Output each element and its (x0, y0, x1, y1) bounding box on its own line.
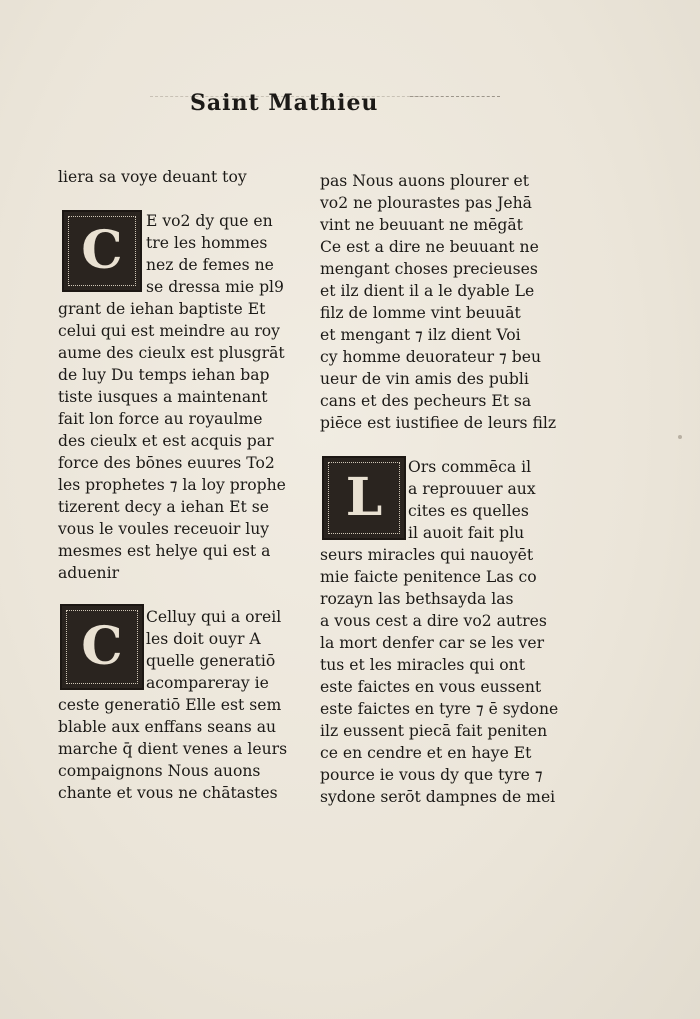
text-line: aduenir (58, 564, 120, 582)
text-line: celui qui est meindre au roy (58, 322, 280, 340)
text-line: E vo2 dy que en (146, 212, 273, 230)
blank-line (320, 434, 550, 456)
text-line: mengant choses precieuses (320, 260, 538, 278)
text-line: mie faicte penitence Las co (320, 568, 537, 586)
blank-line (58, 188, 288, 210)
text-line: grant de iehan baptiste Et (58, 300, 266, 318)
text-line: vous le voules receuoir luy (58, 520, 270, 538)
text-line: de luy Du temps iehan bap (58, 366, 270, 384)
text-line: este faictes en vous eussent (320, 678, 542, 696)
text-line: nez de femes ne (146, 256, 274, 274)
text-line: marche q̄ dient venes a leurs (58, 740, 288, 758)
text-line: mesmes est helye qui est a (58, 542, 271, 560)
text-line: liera sa voye deuant toy (58, 168, 247, 186)
paper-speck (678, 435, 682, 439)
text-line: acompareray ie (146, 674, 269, 692)
text-line: il auoit fait plu (408, 524, 525, 542)
text-line: cites es quelles (408, 502, 529, 520)
text-line: se dressa mie pl9 (146, 278, 284, 296)
text-line: les prophetes ⁊ la loy prophe (58, 476, 286, 494)
text-line: este faictes en tyre ⁊ ē sydone (320, 700, 559, 718)
initial-letter: L (345, 467, 383, 528)
text-line: a vous cest a dire vo2 autres (320, 612, 547, 630)
text-line: seurs miracles qui nauoyēt (320, 546, 534, 564)
text-line: piēce est iustifiee de leurs filz (320, 414, 557, 432)
text-line: Ce est a dire ne beuuant ne (320, 238, 539, 256)
text-line: blable aux enffans seans au (58, 718, 277, 736)
text-line: des cieulx et est acquis par (58, 432, 274, 450)
text-line: ceste generatiō Elle est sem (58, 696, 282, 714)
text-line: Ors commēca il (408, 458, 532, 476)
text-line: quelle generatiō (146, 652, 276, 670)
text-line: cans et des pecheurs Et sa (320, 392, 532, 410)
text-line: tiste iusques a maintenant (58, 388, 268, 406)
text-line: cy homme deuorateur ⁊ beu (320, 348, 541, 366)
text-line: tre les hommes (146, 234, 268, 252)
text-line: les doit ouyr A (146, 630, 261, 648)
initial-letter: C (81, 220, 123, 281)
text-line: et ilz dient il a le dyable Le (320, 282, 535, 300)
text-line: a reprouuer aux (408, 480, 536, 498)
running-title: Saint Mathieu (190, 90, 379, 116)
text-line: ilz eussent piecā fait peniten (320, 722, 548, 740)
text-line: vo2 ne plourastes pas Jehā (320, 194, 532, 212)
header-rule (410, 96, 500, 97)
blank-line (58, 584, 288, 606)
text-line: sydone serōt dampnes de mei (320, 788, 556, 806)
text-line: ueur de vin amis des publi (320, 370, 529, 388)
text-line: la mort denfer car se les ver (320, 634, 545, 652)
text-line: aume des cieulx est plusgrāt (58, 344, 285, 362)
running-header (150, 82, 420, 122)
text-line: pource ie vous dy que tyre ⁊ (320, 766, 543, 784)
text-line: fait lon force au royaulme (58, 410, 263, 428)
text-line: force des bōnes euures To2 (58, 454, 275, 472)
text-line: vint ne beuuant ne mēgāt (320, 216, 523, 234)
text-line: filz de lomme vint beuuāt (320, 304, 521, 322)
initial-letter: C (81, 616, 123, 677)
text-line: et mengant ⁊ ilz dient Voi (320, 326, 521, 344)
text-line: compaignons Nous auons (58, 762, 261, 780)
text-line: rozayn las bethsayda las (320, 590, 514, 608)
text-line: pas Nous auons plourer et (320, 172, 529, 190)
text-line: ce en cendre et en haye Et (320, 744, 532, 762)
text-line: chante et vous ne chātastes (58, 784, 278, 802)
text-line: tizerent decy a iehan Et se (58, 498, 270, 516)
text-line: Celluy qui a oreil (146, 608, 282, 626)
text-line: tus et les miracles qui ont (320, 656, 525, 674)
